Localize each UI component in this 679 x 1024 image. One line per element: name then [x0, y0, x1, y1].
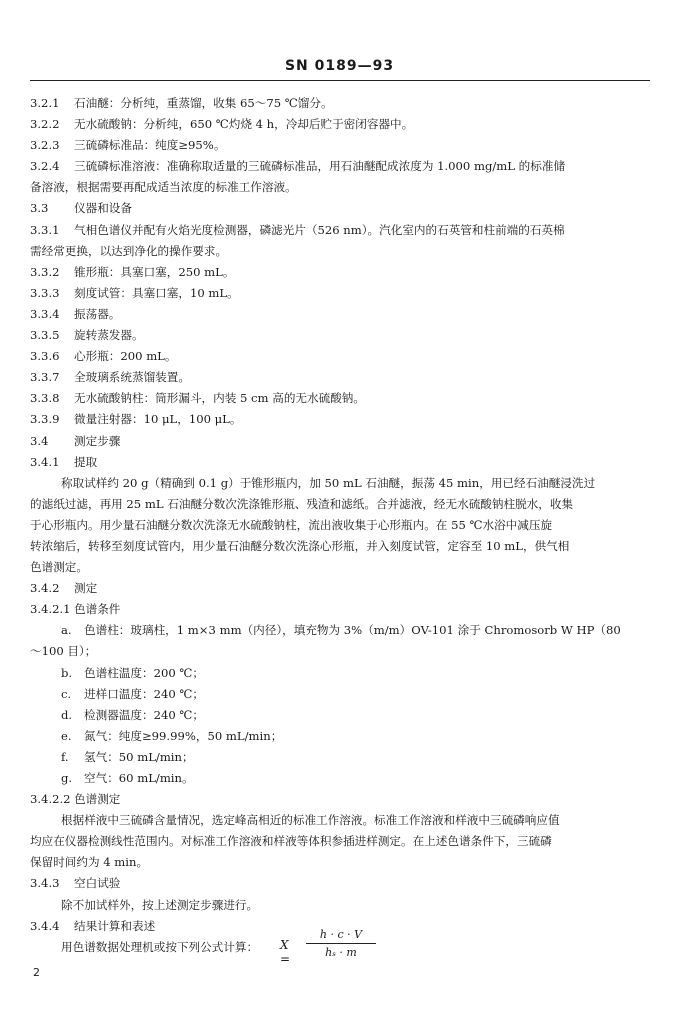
- text-line: [30, 283, 650, 304]
- section-number: 3.4: [30, 433, 49, 448]
- text-line: [30, 663, 650, 684]
- list-label: d.: [61, 707, 73, 722]
- line-text: 色谱柱：玻璃柱，1 m×3 mm（内径），填充物为 3%（m/m）OV-101 涂于 Chromosorb W HP（80: [84, 623, 621, 638]
- text-line: [30, 325, 650, 346]
- line-text: 除不加试样外，按上述测定步骤进行。: [61, 897, 259, 912]
- line-text: ～100 目）；: [30, 644, 97, 659]
- list-label: b.: [61, 665, 73, 680]
- line-text: 结果计算和表述: [74, 918, 156, 933]
- line-text: 心形瓶：200 mL。: [74, 349, 177, 364]
- section-number: 3.3.7: [30, 370, 60, 385]
- text-line: [30, 452, 650, 473]
- list-label: e.: [61, 728, 72, 743]
- formula-lhs: X =: [280, 938, 291, 966]
- line-text: 锥形瓶：具塞口塞，250 mL。: [74, 264, 235, 279]
- list-label: g.: [61, 771, 73, 785]
- line-text: 色谱柱温度：200 ℃；: [84, 665, 204, 680]
- text-line: [30, 873, 650, 894]
- text-line: [30, 705, 650, 726]
- text-line: [30, 895, 650, 916]
- line-text: 需经常更换，以达到净化的操作要求。: [30, 243, 228, 258]
- section-number: 3.3.6: [30, 349, 60, 364]
- list-label: f.: [61, 749, 69, 764]
- section-number: 3.2.3: [30, 138, 60, 153]
- text-line: [30, 135, 650, 156]
- text-line: [30, 810, 650, 831]
- line-text: 空白试验: [74, 876, 121, 891]
- line-text: 进样口温度：240 ℃；: [84, 686, 204, 701]
- document-header: SN 0189—93: [284, 58, 395, 74]
- list-label: a.: [61, 623, 72, 638]
- section-number: 3.2.2: [30, 117, 60, 132]
- formula-numerator: h · c · V: [319, 928, 363, 941]
- line-text: 用色谱数据处理机或按下列公式计算：: [61, 939, 259, 954]
- line-text: 振荡器。: [74, 306, 121, 321]
- line-text: 提取: [74, 454, 98, 469]
- text-line: [30, 114, 650, 135]
- text-line: [30, 304, 650, 325]
- text-line: [30, 198, 650, 219]
- text-line: [30, 536, 650, 557]
- line-text: 空气：60 mL/min。: [84, 771, 194, 785]
- line-text: 测定: [74, 581, 98, 596]
- line-text: 全玻璃系统蒸馏装置。: [74, 370, 190, 385]
- text-line: [30, 367, 650, 388]
- line-text: 于心形瓶内。用少量石油醚分数次洗涤无水硫酸钠柱，流出液收集于心形瓶内。在 55 ℃水浴中减压旋: [30, 517, 553, 532]
- list-label: c.: [61, 686, 72, 701]
- header-rule: [30, 80, 650, 81]
- line-text: 仪器和设备: [74, 201, 132, 216]
- line-text: 色谱测定。: [30, 560, 88, 575]
- text-line: [30, 93, 650, 114]
- section-number: 3.4.4: [30, 918, 60, 933]
- line-text: 三硫磷标准品：纯度≥95%。: [74, 138, 226, 153]
- text-line: [30, 726, 650, 747]
- text-line: [30, 346, 650, 367]
- line-text: 色谱测定: [74, 792, 121, 807]
- text-line: [30, 641, 650, 662]
- line-text: 的滤纸过滤，再用 25 mL 石油醚分数次洗涤锥形瓶、残渣和滤纸。合并滤液，经无水硫酸钠柱脱水，收集: [30, 496, 574, 511]
- section-number: 3.3: [30, 201, 49, 216]
- line-text: 无水硫酸钠柱：筒形漏斗，内装 5 cm 高的无水硫酸钠。: [74, 391, 365, 406]
- section-number: 3.3.5: [30, 328, 60, 343]
- text-line: [30, 156, 650, 177]
- line-text: 石油醚：分析纯，重蒸馏，收集 65～75 ℃馏分。: [74, 96, 333, 110]
- text-line: [30, 220, 650, 241]
- text-line: [30, 388, 650, 409]
- text-line: [30, 515, 650, 536]
- text-line: [30, 684, 650, 705]
- section-number: 3.4.1: [30, 454, 60, 469]
- line-text: 根据样液中三硫磷含量情况，选定峰高相近的标准工作溶液。标准工作溶液和样液中三硫磷响应值: [61, 813, 560, 828]
- section-number: 3.3.2: [30, 264, 60, 279]
- text-line: [30, 831, 650, 852]
- line-text: 测定步骤: [74, 433, 121, 448]
- line-text: 气相色谱仪并配有火焰光度检测器，磷滤光片（526 nm）。汽化室内的石英管和柱前端的石英棉: [74, 222, 565, 237]
- text-line: [30, 177, 650, 198]
- fraction-bar: [306, 943, 376, 944]
- section-number: 3.3.9: [30, 412, 60, 427]
- text-line: [30, 409, 650, 430]
- section-number: 3.3.3: [30, 285, 60, 300]
- line-text: 转浓缩后，转移至刻度试管内，用少量石油醚分数次洗涤心形瓶，并入刻度试管，定容至 10 mL，供气相: [30, 538, 570, 553]
- page-number: 2: [33, 966, 40, 979]
- line-text: 备溶液，根据需要再配成适当浓度的标准工作溶液。: [30, 180, 297, 195]
- line-text: 无水硫酸钠：分析纯，650 ℃灼烧 4 h，冷却后贮于密闭容器中。: [74, 117, 414, 132]
- text-line: [30, 747, 650, 768]
- line-text: 氢气：50 mL/min；: [84, 749, 194, 764]
- line-text: 旋转蒸发器。: [74, 328, 144, 343]
- section-number: 3.3.1: [30, 222, 60, 237]
- text-line: [30, 557, 650, 578]
- section-number: 3.4.3: [30, 876, 60, 891]
- text-line: [30, 431, 650, 452]
- line-text: 检测器温度：240 ℃；: [84, 707, 204, 722]
- text-line: [30, 494, 650, 515]
- line-text: 微量注射器：10 μL，100 μL。: [74, 412, 242, 427]
- section-number: 3.2.4: [30, 159, 60, 174]
- formula-denominator: hₛ · m: [325, 946, 357, 959]
- line-text: 刻度试管：具塞口塞，10 mL。: [74, 285, 239, 300]
- line-text: 氮气：纯度≥99.99%，50 mL/min；: [84, 728, 283, 743]
- text-line: [30, 578, 650, 599]
- text-line: [30, 599, 650, 620]
- text-line: [30, 262, 650, 283]
- document-body: [30, 93, 650, 958]
- section-number: 3.2.1: [30, 96, 60, 110]
- line-text: 三硫磷标准溶液：准确称取适量的三硫磷标准品，用石油醚配成浓度为 1.000 mg/mL 的标准储: [74, 159, 566, 174]
- text-line: [30, 473, 650, 494]
- text-line: [30, 789, 650, 810]
- formula-fraction: [306, 928, 376, 959]
- section-number: 3.4.2.1: [30, 602, 71, 617]
- line-text: 均应在仪器检测线性范围内。对标准工作溶液和样液等体积参插进样测定。在上述色谱条件下，三硫磷: [30, 834, 552, 849]
- text-line: [30, 620, 650, 641]
- line-text: 色谱条件: [74, 602, 121, 617]
- text-line: [30, 852, 650, 873]
- text-line: [30, 241, 650, 262]
- section-number: 3.3.4: [30, 306, 60, 321]
- line-text: 保留时间约为 4 min。: [30, 855, 149, 870]
- section-number: 3.3.8: [30, 391, 60, 406]
- section-number: 3.4.2: [30, 581, 60, 596]
- section-number: 3.4.2.2: [30, 792, 71, 807]
- line-text: 称取试样约 20 g（精确到 0.1 g）于锥形瓶内，加 50 mL 石油醚，振荡 45 min，用已经石油醚浸洗过: [61, 475, 596, 490]
- text-line: [30, 768, 650, 789]
